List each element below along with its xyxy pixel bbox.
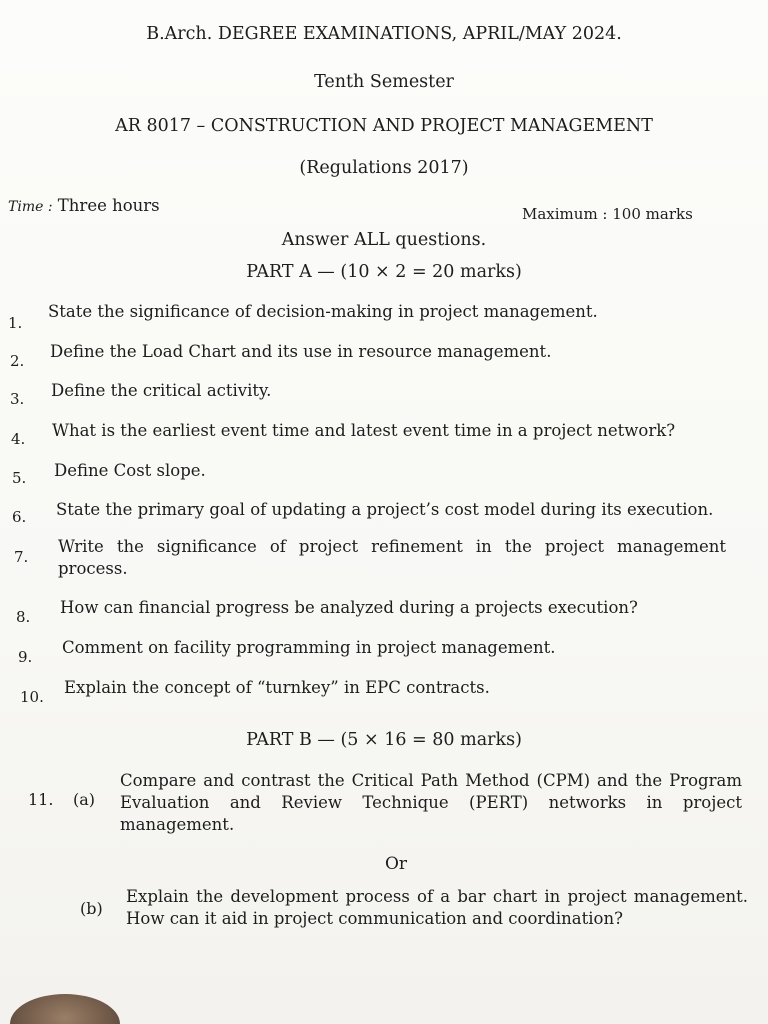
time-label: Time : [8, 199, 53, 215]
thumb-shadow [10, 994, 120, 1024]
question-number: 5. [12, 469, 27, 487]
regulations: (Regulations 2017) [299, 158, 469, 178]
or-separator: Or [384, 854, 408, 874]
maximum-marks: Maximum : 100 marks [522, 205, 693, 223]
question-text: Define Cost slope. [54, 461, 206, 480]
question-text: State the primary goal of updating a project’s cost model during its execution. [56, 500, 714, 519]
question-number: 6. [12, 508, 27, 526]
question-number: 9. [18, 648, 33, 666]
question-text: Define the critical activity. [51, 381, 272, 400]
question-number: 1. [8, 314, 23, 332]
question-text: Compare and contrast the Critical Path Method (CPM) and the Program Evaluation and Review Technique (PERT) networks in project management. [120, 771, 742, 834]
part-a-title: PART A — (10 × 2 = 20 marks) [246, 262, 522, 282]
question-text: How can financial progress be analyzed during a projects execution? [60, 598, 638, 617]
question-number: 3. [10, 390, 25, 408]
question-number: 10. [20, 688, 44, 706]
question-text: Comment on facility programming in project management. [62, 638, 556, 657]
question-text: Write the significance of project refinement in the project management process. [58, 537, 726, 578]
instruction: Answer ALL questions. [281, 230, 487, 250]
question-number: 11. [28, 790, 54, 809]
semester: Tenth Semester [314, 72, 454, 92]
question-number: 7. [14, 548, 29, 566]
exam-title: B.Arch. DEGREE EXAMINATIONS, APRIL/MAY 2024. [146, 24, 622, 44]
sub-question-label: (a) [73, 790, 96, 809]
time-row [8, 196, 160, 217]
question-text: Define the Load Chart and its use in resource management. [50, 342, 552, 361]
question-number: 4. [11, 430, 26, 448]
question-text: Explain the concept of “turnkey” in EPC contracts. [64, 678, 490, 697]
time-value: Three hours [57, 196, 160, 215]
question-text: Explain the development process of a bar chart in project management. How can it aid in project communication and coordination? [126, 887, 748, 928]
sub-question-label: (b) [80, 899, 103, 918]
part-b-title: PART B — (5 × 16 = 80 marks) [246, 730, 522, 750]
question-text: What is the earliest event time and latest event time in a project network? [52, 421, 676, 440]
question-number: 2. [10, 352, 25, 370]
course-title: AR 8017 – CONSTRUCTION AND PROJECT MANAGEMENT [115, 116, 653, 136]
question-number: 8. [16, 608, 31, 626]
question-text: State the significance of decision-making in project management. [48, 302, 598, 321]
